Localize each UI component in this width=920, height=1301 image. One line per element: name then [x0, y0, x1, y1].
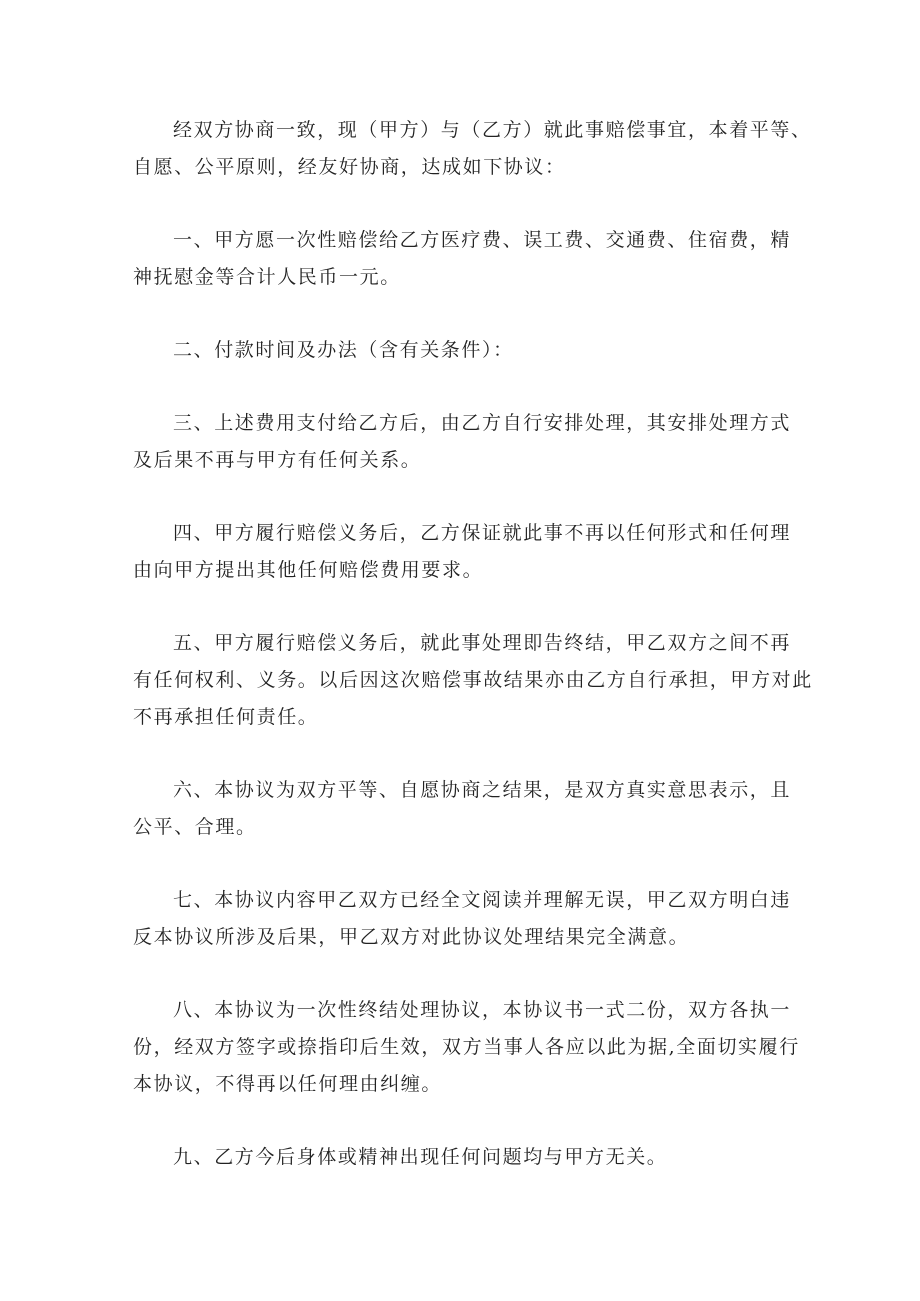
text-line: 一、甲方愿一次性赔偿给乙方医疗费、误工费、交通费、住宿费，精 [173, 229, 792, 251]
text-line: 由向甲方提出其他任何赔偿费用要求。 [133, 559, 484, 581]
text-line: 二、付款时间及办法（含有关条件）： [173, 339, 514, 361]
text-line: 七、本协议内容甲乙双方已经全文阅读并理解无误，甲乙双方明白违 [173, 889, 792, 911]
text-line: 三、上述费用支付给乙方后，由乙方自行安排处理，其安排处理方式 [173, 412, 792, 434]
text-line: 有任何权利、义务。以后因这次赔偿事故结果亦由乙方自行承担，甲方对此 [133, 669, 813, 691]
text-line: 九、乙方今后身体或精神出现任何问题均与甲方无关。 [173, 1146, 668, 1168]
text-line: 份，经双方签字或捺指印后生效，双方当事人各应以此为据,全面切实履行 [133, 1036, 800, 1058]
text-line: 自愿、公平原则，经友好协商，达成如下协议： [133, 156, 566, 178]
text-line: 六、本协议为双方平等、自愿协商之结果，是双方真实意思表示，且 [173, 779, 792, 801]
paragraph-clause-3 [133, 405, 793, 479]
text-line: 四、甲方履行赔偿义务后，乙方保证就此事不再以任何形式和任何理 [173, 522, 792, 544]
paragraph-clause-5 [133, 625, 813, 736]
paragraph-clause-9 [133, 1139, 793, 1176]
text-line: 反本协议所涉及后果，甲乙双方对此协议处理结果完全满意。 [133, 926, 690, 948]
text-line: 及后果不再与甲方有任何关系。 [133, 449, 422, 471]
text-line: 不再承担任何责任。 [133, 706, 319, 728]
document-body [133, 112, 813, 1212]
text-line: 五、甲方履行赔偿义务后，就此事处理即告终结，甲乙双方之间不再 [173, 632, 792, 654]
paragraph-clause-6 [133, 772, 793, 846]
paragraph-clause-8 [133, 992, 800, 1103]
paragraph-clause-2 [133, 332, 793, 369]
paragraph-clause-7 [133, 882, 793, 956]
text-line: 神抚慰金等合计人民币一元。 [133, 266, 401, 288]
text-line: 本协议，不得再以任何理由纠缠。 [133, 1073, 443, 1095]
paragraph-preamble [133, 112, 812, 186]
text-line: 公平、合理。 [133, 816, 257, 838]
text-line: 经双方协商一致，现（甲方）与（乙方）就此事赔偿事宜，本着平等、 [173, 119, 812, 141]
paragraph-clause-1 [133, 222, 793, 296]
text-line: 八、本协议为一次性终结处理协议，本协议书一式二份，双方各执一 [173, 999, 792, 1021]
paragraph-clause-4 [133, 515, 793, 589]
